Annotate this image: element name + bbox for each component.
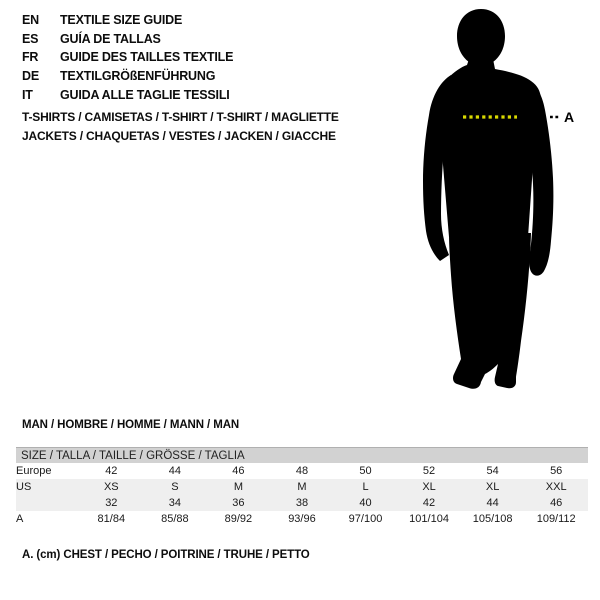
category-line: T-SHIRTS / CAMISETAS / T-SHIRT / T-SHIRT / MAGLIETTE xyxy=(22,110,339,124)
language-code: EN xyxy=(22,13,39,28)
language-code: IT xyxy=(22,87,33,102)
table-row xyxy=(16,511,588,527)
size-value-cell: 85/88 xyxy=(161,513,189,525)
row-label-cell: US xyxy=(16,479,80,495)
size-value-cell: XS xyxy=(80,479,144,495)
size-value-cell: 40 xyxy=(334,495,398,511)
row-label-cell xyxy=(16,495,80,511)
measure-label-a: A xyxy=(564,109,575,125)
size-value-cell: 52 xyxy=(422,465,436,477)
table-row xyxy=(16,479,588,495)
language-title: GUIDA ALLE TAGLIE TESSILI xyxy=(60,87,230,102)
measurement-footnote: A. (cm) CHEST / PECHO / POITRINE / TRUHE / PETTO xyxy=(22,549,310,561)
size-value-cell: 38 xyxy=(270,495,334,511)
language-row xyxy=(22,85,233,104)
size-value-cell: 56 xyxy=(550,465,563,477)
man-silhouette-svg xyxy=(413,5,593,400)
size-value-cell: S xyxy=(143,479,207,495)
language-row xyxy=(22,48,233,67)
language-row xyxy=(22,11,233,30)
language-code: FR xyxy=(22,50,39,65)
size-value-cell: M xyxy=(207,479,271,495)
size-value-cell: 89/92 xyxy=(224,513,253,525)
language-list xyxy=(22,11,233,104)
language-title: TEXTILE SIZE GUIDE xyxy=(60,13,183,28)
legs-shape xyxy=(449,233,531,389)
table-row xyxy=(16,463,588,479)
row-label-cell: Europe xyxy=(16,465,52,477)
size-value-cell: 42 xyxy=(105,465,118,477)
size-table-body xyxy=(16,463,588,527)
size-table-header-row xyxy=(16,448,588,464)
size-value-cell: XXL xyxy=(524,479,588,495)
size-value-cell: 101/104 xyxy=(409,513,449,525)
size-value-cell: 54 xyxy=(486,465,499,477)
size-value-cell: 34 xyxy=(143,495,207,511)
size-table xyxy=(16,447,588,527)
table-row xyxy=(16,495,588,511)
size-value-cell: M xyxy=(270,479,334,495)
language-code: ES xyxy=(22,31,39,46)
language-code: DE xyxy=(22,69,39,84)
size-value-cell: 50 xyxy=(359,465,372,477)
language-title: TEXTILGRÖßENFÜHRUNG xyxy=(60,69,216,84)
size-value-cell: XL xyxy=(461,479,525,495)
language-row xyxy=(22,67,233,86)
category-list xyxy=(22,108,339,145)
size-value-cell: 93/96 xyxy=(288,513,316,525)
size-value-cell: 109/112 xyxy=(536,513,576,525)
language-row xyxy=(22,30,233,49)
size-value-cell: XL xyxy=(397,479,461,495)
head-shape xyxy=(457,9,505,67)
size-value-cell: 48 xyxy=(295,465,309,477)
language-title: GUIDE DES TAILLES TEXTILE xyxy=(60,50,234,65)
size-value-cell: 81/84 xyxy=(97,513,126,525)
size-value-cell: 97/100 xyxy=(348,513,383,525)
language-title: GUÍA DE TALLAS xyxy=(60,31,161,46)
row-label-cell: A xyxy=(16,513,24,525)
section-heading: MAN / HOMBRE / HOMME / MANN / MAN xyxy=(22,419,240,431)
size-value-cell: 32 xyxy=(80,495,144,511)
size-value-cell: 44 xyxy=(168,465,181,477)
size-value-cell: 46 xyxy=(524,495,588,511)
size-value-cell: 105/108 xyxy=(472,513,513,525)
man-silhouette-figure xyxy=(413,5,593,400)
size-value-cell: L xyxy=(334,479,398,495)
man-silhouette xyxy=(423,9,553,389)
size-value-cell: 42 xyxy=(397,495,461,511)
size-value-cell: 36 xyxy=(207,495,271,511)
size-table-header: SIZE / TALLA / TAILLE / GRÖSSE / TAGLIA xyxy=(16,448,588,464)
size-value-cell: 46 xyxy=(232,465,245,477)
size-value-cell: 44 xyxy=(461,495,525,511)
category-line: JACKETS / CHAQUETAS / VESTES / JACKEN / GIACCHE xyxy=(22,128,336,143)
